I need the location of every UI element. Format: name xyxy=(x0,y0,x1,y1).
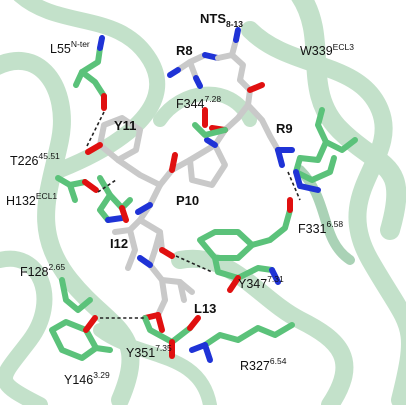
label-f128: $F128^{2.65}$ xyxy=(20,262,66,279)
label-w339: $W339^{ECL3}$ xyxy=(300,42,354,58)
label-h132: $H132^{ECL1}$ xyxy=(6,191,58,208)
label-r327: $R327^{6.54}$ xyxy=(240,356,287,373)
label-f344: $F344^{7.28}$ xyxy=(176,94,222,111)
label-nts: $NTS_{8-13}$ xyxy=(200,11,244,29)
label-r9: R9 xyxy=(276,121,293,136)
label-p10: P10 xyxy=(176,193,200,208)
label-y351: $Y351^{7.35}$ xyxy=(126,343,172,360)
label-y146: $Y146^{3.29}$ xyxy=(64,370,110,387)
label-r8: R8 xyxy=(176,43,193,58)
label-l13: L13 xyxy=(194,301,217,316)
label-f331: $F331^{6.58}$ xyxy=(298,219,344,236)
label-y11: Y11 xyxy=(114,118,137,133)
label-l55: $L55^{N-ter}$ xyxy=(50,39,90,56)
label-i12: I12 xyxy=(110,236,129,251)
label-y347: $Y347^{7.31}$ xyxy=(238,274,284,291)
label-t226: $T226^{45.51}$ xyxy=(10,151,60,168)
